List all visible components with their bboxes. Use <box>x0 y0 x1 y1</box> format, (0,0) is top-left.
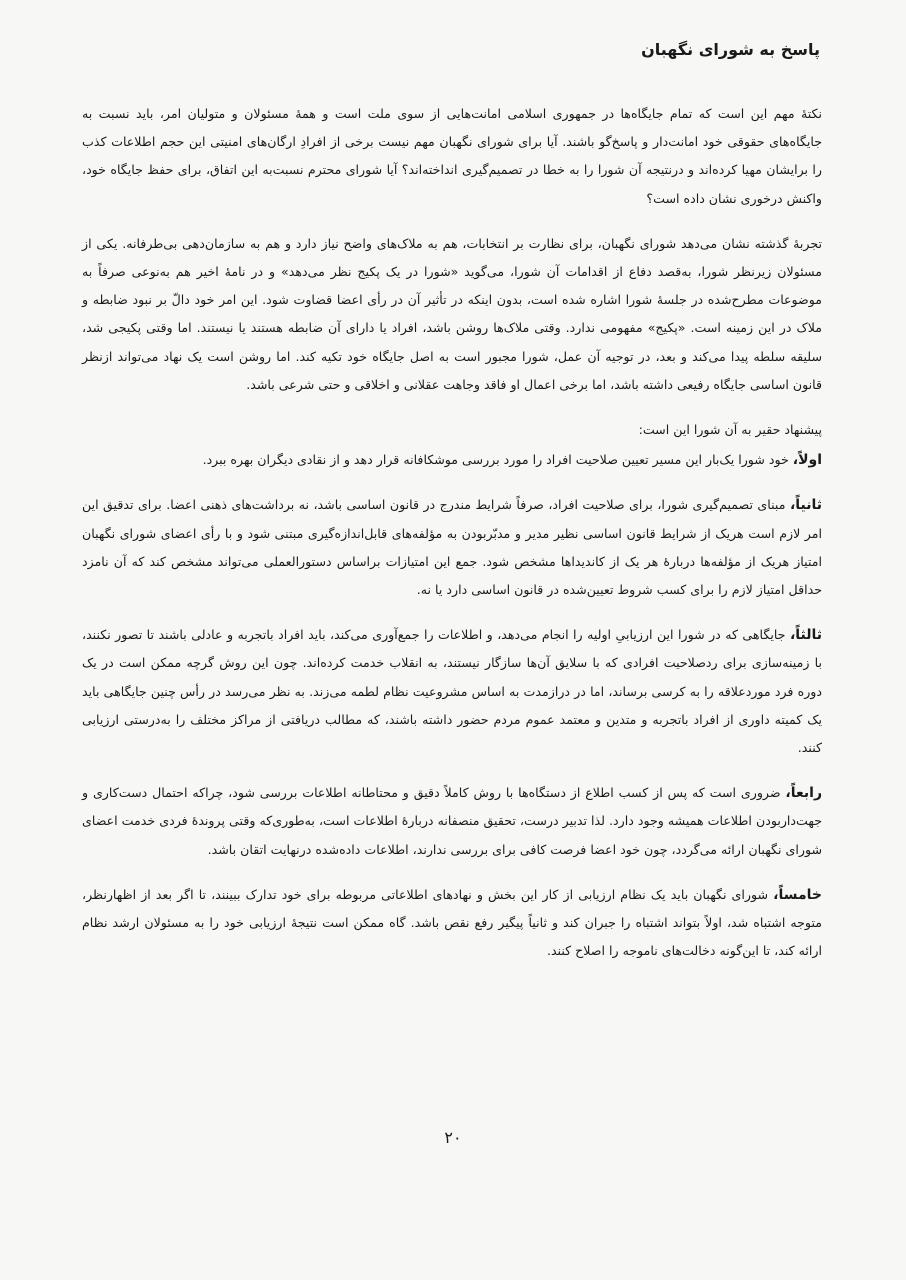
paragraph-first <box>82 446 822 474</box>
text-second: مبنای تصمیم‌گیری شورا، برای صلاحیت افراد، صرفاً شرایط مندرج در قانون اساسی باشد، نه برداشت‌های ذهنی اعضا. برای تدقیق این امر لازم است هریک از شرایط قانون اساسی نظیر مدیر و مدبّربودن به مؤلفه‌های قابل‌اندازه‌گیری مبتنی شود و با رأی اعضای شورای نگهبان امتیاز هریک از مؤلفه‌ها دربارهٔ هر یک از کاندیداها مشخص شود. جمع این امتیازات براساس دستورالعملی می‌تواند مشخص کند که آن نامزد حداقل امتیاز لازم را برای کسب شروط تعیین‌شده در قانون اساسی دارد یا نه. <box>82 497 822 598</box>
lead-fourth: رابعاً، <box>785 785 822 802</box>
lead-third: ثالثاً، <box>789 627 822 644</box>
text-fourth: ضروری است که پس از کسب اطلاع از دستگاه‌ها با روش کاملاً دقیق و محتاطانه اطلاعات بررسی شود، چراکه احتمال دست‌کاری و جهت‌داربودن اطلاعات همیشه وجود دارد. لذا تدبیر درست، تحقیق منصفانه دربارهٔ اطلاعات است، به‌طوری‌که وقتی پروندهٔ فردی خدمت اعضای شورای نگهبان ارائه می‌گردد، چون خود اعضا فرصت کافی برای بررسی ندارند، اطلاعات داده‌شده درنهایت اتقان باشد. <box>82 785 822 857</box>
lead-second: ثانیاً، <box>789 497 822 514</box>
paragraph-fourth <box>82 779 822 864</box>
text-fifth: شورای نگهبان باید یک نظام ارزیابی از کار این بخش و نهادهای اطلاعاتی مربوطه برای خود تدارک ببینند، تا اگر بعد از اظهارنظر، متوجه اشتباه شد، اولاً بتواند اشتباه را جبران کند و ثانیاً پیگیر رفع نقص باشد. گاه ممکن است نتیجهٔ ارزیابی خود را به مسئولان ارشد نظام ارائه کند، تا این‌گونه دخالت‌های ناموجه را اصلاح کنند. <box>82 886 822 959</box>
paragraph-third <box>82 621 822 762</box>
lead-first: اولاً، <box>792 452 822 469</box>
paragraph-3: پیشنهاد حقیر به آن شورا این است: <box>638 422 822 438</box>
paragraph-2: تجربهٔ گذشته نشان می‌دهد شورای نگهبان، برای نظارت بر انتخابات، هم به ملاک‌های واضح نیاز دارد و هم به سازمان‌دهی بی‌طرفانه. یکی از مسئولان زیرنظر شورا، به‌قصد دفاع از اقدامات آن شورا، می‌گوید «شورا در یک پکیج نظر می‌دهد» و در نامهٔ اخیر هم به‌نوعی صرفاً به موضوعات مطرح‌شده در جلسهٔ شورا اشاره شده است، بدون اینکه در تأثیر آن در رأی اعضا قضاوت شود. این امر خود دالّ بر نبود ضابطه و ملاک در این زمینه است. «پکیج» مفهومی ندارد. وقتی ملاک‌ها روشن باشد، افراد یا دارای آن ضابطه هستند یا نیستند. اما وقتی پکیجی شد، سلیقه سلطه پیدا می‌کند و بعد، در توجیه آن عمل، شورا مجبور است به اصل جایگاه خود تکیه کند. اما روشن است یک نهاد می‌تواند ازنظر قانون اساسی جایگاه رفیعی داشته باشد، اما برخی اعمال او فاقد وجاهت عقلانی و اخلاقی و حتی شرعی باشد. <box>82 235 822 392</box>
page-number: ۲۰ <box>444 1128 462 1147</box>
lead-fifth: خامساً، <box>773 886 822 903</box>
body-text <box>82 100 822 982</box>
text-first: خود شورا یک‌بار این مسیر تعیین صلاحیت افراد را مورد بررسی موشکافانه قرار دهد و از نقادی دیگران بهره ببرد. <box>202 452 793 468</box>
page-header: پاسخ به شورای نگهبان <box>641 40 820 59</box>
paragraph-second <box>82 491 822 604</box>
paragraph-1: نکتهٔ مهم این است که تمام جایگاه‌ها در جمهوری اسلامی امانت‌هایی از سوی ملت است و همهٔ مسئولان و متولیان امر، باید نسبت به جایگاه‌های حقوقی خود امانت‌دار و پاسخ‌گو باشند. آیا برای شورای نگهبان مهم نیست برخی از افرادِ ارگان‌های امنیتی این حجم اطلاعات کذب را برایشان مهیا کرده‌اند و درنتیجه آن شورا را به خطا در تصمیم‌گیری انداخته‌اند؟ آیا شورای محترم نسبت‌به این اتفاق، برای حفظ جایگاه خود، واکنش درخوری نشان داده است؟ <box>82 106 822 206</box>
text-third: جایگاهی که در شورا این ارزیابیِ اولیه را انجام می‌دهد، و اطلاعات را جمع‌آوری می‌کند، باید افراد باتجربه و عادلی باشند تا تصور نکنند، با زمینه‌سازی برای ردصلاحیت افرادی که با سلایق آن‌ها سازگار نیستند، به انقلاب خدمت کرده‌اند. چون این روش گرچه ممکن است در یک دوره فرد موردعلاقه را به کرسی برساند، اما در درازمدت به اساس مشروعیت نظام لطمه می‌زند. به نظر می‌رسد در رأس چنین جایگاهی باید یک کمیته داوری از افراد باتجربه و متدین و معتمد عموم مردم حضور داشته باشند، که مطالب دریافتی از مراکز مختلف را به‌درستی ارزیابی کنند. <box>82 627 822 756</box>
paragraph-fifth <box>82 881 822 966</box>
